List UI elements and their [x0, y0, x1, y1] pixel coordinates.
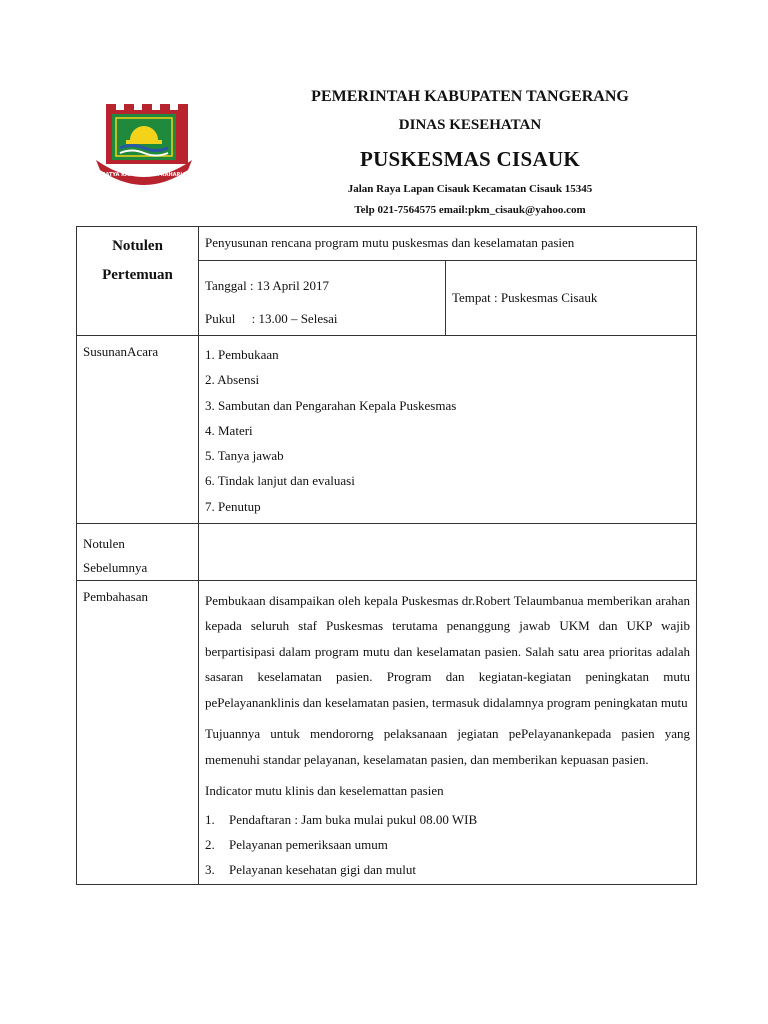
agenda-item: 2. Absensi — [205, 372, 260, 388]
agenda-item: 1. Pembukaan — [205, 347, 279, 362]
list-text: Pelayanan kesehatan gigi dan mulut — [229, 862, 417, 878]
list-item — [205, 857, 690, 882]
meeting-date: Tanggal : 13 April 2017 — [205, 278, 330, 293]
agenda-item: 5. Tanya jawab — [205, 448, 284, 464]
previous-minutes-content — [199, 524, 697, 581]
previous-label-line2: Sebelumnya — [83, 560, 148, 576]
list-text: Pendaftaran : Jam buka mulai pukul 08.00 WIB — [229, 812, 478, 828]
discussion-paragraph-goal: Tujuannya untuk mendororng pelaksanaan jegiatan pePelayanankepada pasien yang memenuhi standar pelayanan, keselamatan pasien, dan memberikan kepuasan pasien. — [205, 726, 690, 767]
svg-text:SATYA KARYA KERTA RAHARJA: SATYA KARYA KERTA RAHARJA — [101, 172, 187, 178]
previous-label-line1: Notulen — [83, 536, 125, 552]
meeting-time — [205, 302, 439, 335]
notulen-pertemuan-label — [77, 227, 199, 336]
agenda-item: 7. Penutup — [205, 498, 261, 514]
meeting-subject: Penyusunan rencana program mutu puskesmas dan keselamatan pasien — [199, 227, 697, 261]
discussion-label: Pembahasan — [77, 581, 199, 885]
header-institution: PUSKESMAS CISAUK — [359, 147, 581, 171]
header-department: DINAS KESEHATAN — [398, 117, 542, 133]
discussion-paragraph-opening: Pembukaan disampaikan oleh kepala Puskesmas dr.Robert Telaumbanua memberikan arahan kepada seluruh staf Puskesmas terutama penanggung jawab UKM dan UKP wajib berpartisipasi dalam program mutu dan keselamatan pasien. Salah satu area prioritas adalah sasaran keselamatan pasien. Program dan kegiatan-kegiatan peningkatan mutu pePelayananklinis dan keselamatan pasien, termasuk didalamnya program peningkatan mutu — [205, 593, 690, 710]
agenda-label: SusunanAcara — [77, 336, 199, 524]
list-text: Pelayanan pemeriksaan umum — [229, 837, 388, 853]
previous-minutes-label — [77, 524, 199, 581]
header-address: Jalan Raya Lapan Cisauk Kecamatan Cisauk 15345 — [347, 183, 593, 195]
pertemuan-label: Pertemuan — [102, 267, 173, 283]
time-value: : 13.00 – Selesai — [251, 311, 338, 326]
list-item — [205, 832, 690, 857]
notulen-label: Notulen — [112, 238, 163, 254]
indicator-list — [205, 807, 690, 882]
list-item — [205, 807, 690, 832]
agenda-list — [199, 336, 697, 524]
agenda-item: 4. Materi — [205, 422, 253, 438]
header-contact: Telp 021-7564575 email:pkm_cisauk@yahoo.com — [354, 204, 586, 216]
meeting-place: Tempat : Puskesmas Cisauk — [446, 261, 697, 336]
time-label: Pukul — [205, 311, 236, 326]
discussion-paragraph-indicator: Indicator mutu klinis dan keselemattan pasien — [205, 782, 444, 798]
puskesmas-logo — [92, 96, 196, 188]
agenda-item: 3. Sambutan dan Pengarahan Kepala Puskesmas — [205, 397, 457, 413]
list-number: 1. — [205, 812, 215, 828]
list-number: 3. — [205, 862, 215, 878]
minutes-table — [76, 226, 697, 885]
discussion-content — [199, 581, 697, 885]
agenda-item: 6. Tindak lanjut dan evaluasi — [205, 473, 355, 489]
list-number: 2. — [205, 837, 215, 853]
date-time-cell — [199, 261, 446, 336]
header-government: PEMERINTAH KABUPATEN TANGERANG — [311, 88, 629, 105]
